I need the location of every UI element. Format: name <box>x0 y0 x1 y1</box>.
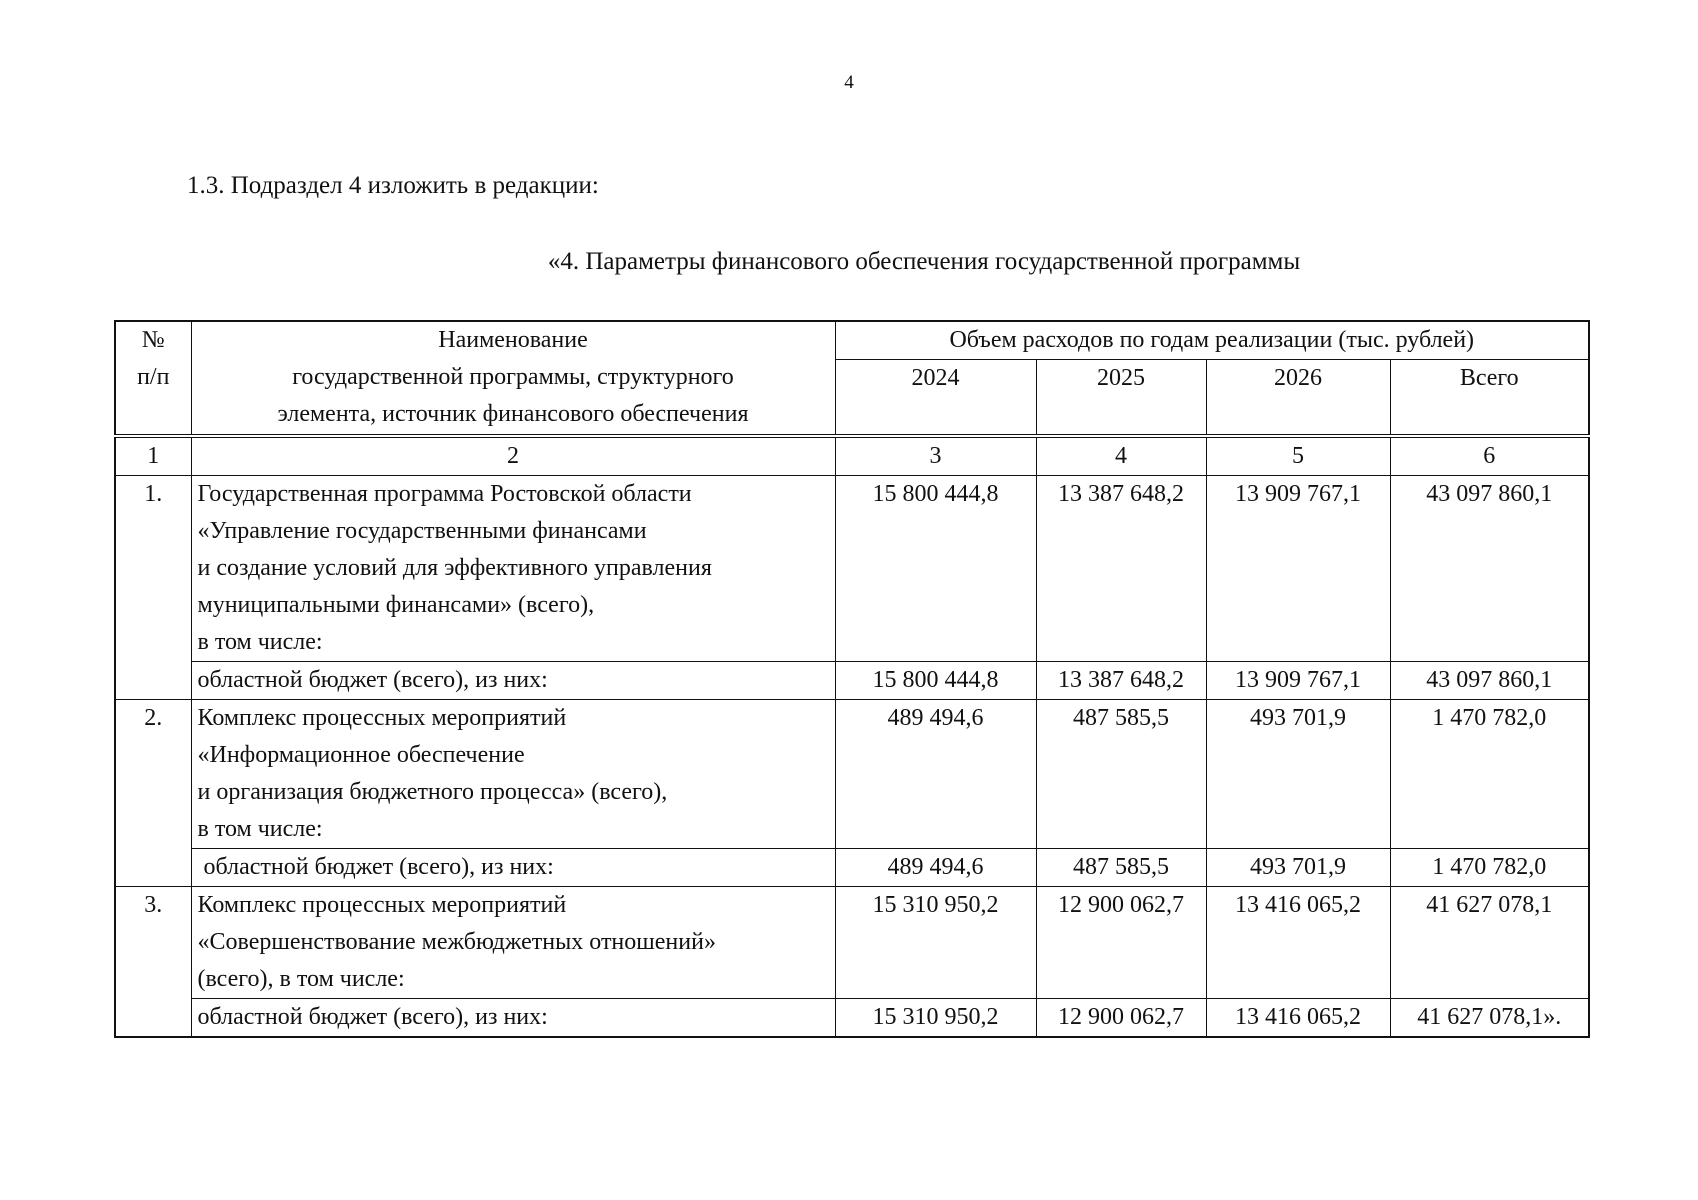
table-subrow <box>115 661 1589 699</box>
header-name-line: государственной программы, структурного <box>292 364 734 390</box>
value-2025: 12 900 062,7 <box>1036 998 1206 1037</box>
value-total: 43 097 860,1 <box>1390 661 1589 699</box>
column-number: 5 <box>1206 436 1390 476</box>
table-subrow <box>115 848 1589 886</box>
header-year-2024: 2024 <box>835 360 1036 436</box>
value-2024: 15 800 444,8 <box>835 475 1036 661</box>
value-2024: 15 800 444,8 <box>835 661 1036 699</box>
column-number: 1 <box>115 436 191 476</box>
table-row <box>115 475 1589 661</box>
row-name-line: и организация бюджетного процесса» (всего), <box>197 778 668 805</box>
row-name <box>191 475 835 661</box>
header-year-2025: 2025 <box>1036 360 1206 436</box>
row-name-line: «Управление государственными финансами <box>197 517 647 544</box>
row-name-line: «Совершенствование межбюджетных отношений» <box>197 928 716 955</box>
value-2026: 13 909 767,1 <box>1206 475 1390 661</box>
value-2026: 13 416 065,2 <box>1206 886 1390 998</box>
header-year-2026: 2026 <box>1206 360 1390 436</box>
value-2024: 15 310 950,2 <box>835 886 1036 998</box>
value-total: 41 627 078,1 <box>1390 886 1589 998</box>
header-name-line: элемента, источник финансового обеспечения <box>277 401 749 427</box>
header-name-line: Наименование <box>438 327 588 353</box>
value-2025: 487 585,5 <box>1036 848 1206 886</box>
row-name-line: Комплекс процессных мероприятий <box>197 704 567 731</box>
row-name-line: и создание условий для эффективного управления <box>197 554 712 581</box>
column-numbers-row <box>115 436 1589 476</box>
header-group: Объем расходов по годам реализации (тыс. рублей) <box>835 321 1589 360</box>
financing-table <box>114 320 1590 1038</box>
subrow-name: областной бюджет (всего), из них: <box>191 661 835 699</box>
header-num <box>115 321 191 436</box>
row-name-line: в том числе: <box>197 815 323 842</box>
row-name <box>191 886 835 998</box>
row-name-line: «Информационное обеспечение <box>197 741 525 768</box>
row-number: 1. <box>115 475 191 699</box>
subrow-name: областной бюджет (всего), из них: <box>191 848 835 886</box>
column-number: 3 <box>835 436 1036 476</box>
header-num-line: № <box>141 327 165 353</box>
header-num-line: п/п <box>137 364 170 390</box>
header-total: Всего <box>1390 360 1589 436</box>
value-2025: 13 387 648,2 <box>1036 661 1206 699</box>
row-name-line: муниципальными финансами» (всего), <box>197 591 595 618</box>
row-name <box>191 699 835 848</box>
row-name-line: Государственная программа Ростовской области <box>197 480 692 507</box>
column-number: 4 <box>1036 436 1206 476</box>
value-2025: 487 585,5 <box>1036 699 1206 848</box>
subrow-name: областной бюджет (всего), из них: <box>191 998 835 1037</box>
value-2024: 489 494,6 <box>835 848 1036 886</box>
value-total: 43 097 860,1 <box>1390 475 1589 661</box>
page-number: 4 <box>844 72 854 93</box>
value-2026: 493 701,9 <box>1206 699 1390 848</box>
header-row-1 <box>115 321 1589 360</box>
value-2026: 13 909 767,1 <box>1206 661 1390 699</box>
row-number: 3. <box>115 886 191 1037</box>
header-name <box>191 321 835 436</box>
intro-text: 1.3. Подраздел 4 изложить в редакции: <box>187 172 599 199</box>
table-subrow <box>115 998 1589 1037</box>
value-total: 1 470 782,0 <box>1390 699 1589 848</box>
row-number: 2. <box>115 699 191 886</box>
section-title: «4. Параметры финансового обеспечения государственной программы <box>547 248 1301 275</box>
value-2026: 493 701,9 <box>1206 848 1390 886</box>
value-2026: 13 416 065,2 <box>1206 998 1390 1037</box>
row-name-line: в том числе: <box>197 628 323 655</box>
row-name-line: Комплекс процессных мероприятий <box>197 891 567 918</box>
value-2025: 12 900 062,7 <box>1036 886 1206 998</box>
value-2025: 13 387 648,2 <box>1036 475 1206 661</box>
value-2024: 15 310 950,2 <box>835 998 1036 1037</box>
table-row <box>115 886 1589 998</box>
table-row <box>115 699 1589 848</box>
row-name-line: (всего), в том числе: <box>197 965 405 992</box>
value-2024: 489 494,6 <box>835 699 1036 848</box>
value-total: 1 470 782,0 <box>1390 848 1589 886</box>
value-total: 41 627 078,1». <box>1390 998 1589 1037</box>
column-number: 2 <box>191 436 835 476</box>
column-number: 6 <box>1390 436 1589 476</box>
